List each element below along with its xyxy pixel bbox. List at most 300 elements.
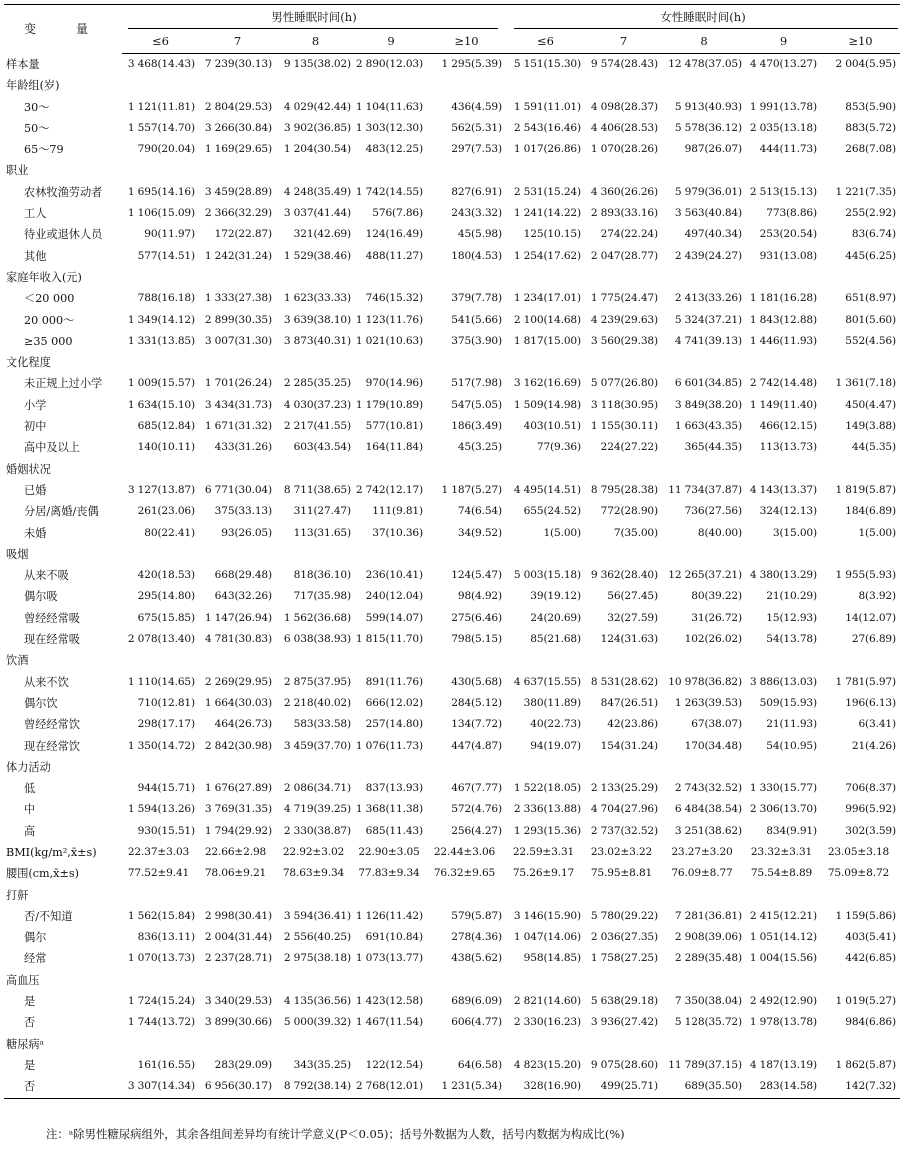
table-cell: 5 077(26.80) <box>590 377 658 390</box>
table-cell: 2 218(40.02) <box>283 696 351 709</box>
table-cell: 375(33.13) <box>214 505 272 518</box>
table-cell: 2 237(28.71) <box>204 952 272 965</box>
table-row <box>4 714 900 735</box>
table-cell <box>355 757 427 778</box>
table-cell: 2 804(29.53) <box>204 100 272 113</box>
table-cell <box>585 544 662 565</box>
table-cell <box>662 544 746 565</box>
table-cell: 124(5.47) <box>451 569 502 582</box>
table-cell: 9 075(28.60) <box>590 1058 658 1071</box>
table-cell: 1 073(13.77) <box>355 952 423 965</box>
table-cell: 11 789(37.15) <box>668 1058 742 1071</box>
table-cell <box>585 970 662 991</box>
table-cell: 2 975(38.18) <box>283 952 351 965</box>
table-cell: 75.95±8.81 <box>590 867 653 880</box>
table-cell: 83(6.74) <box>851 228 896 241</box>
table-cell: 4 135(36.56) <box>283 995 351 1008</box>
table-cell: 1 724(15.24) <box>127 995 195 1008</box>
table-cell: 1 350(14.72) <box>127 739 195 752</box>
row-variable-label: 婚姻状况 <box>6 462 51 476</box>
table-cell <box>276 267 355 288</box>
table-cell: 4 470(13.27) <box>749 58 817 70</box>
table-cell: 302(3.59) <box>845 824 896 837</box>
table-cell: 375(3.90) <box>451 334 502 347</box>
row-variable-label: 体力活动 <box>6 760 51 774</box>
table-cell <box>746 267 821 288</box>
table-cell: 1 594(13.26) <box>127 803 195 816</box>
row-category-label: 从来不吸 <box>24 569 69 583</box>
table-cell <box>585 75 662 96</box>
table-cell <box>122 267 199 288</box>
male-7-header: 7 <box>199 29 276 54</box>
table-cell: 2 742(14.48) <box>749 377 817 390</box>
table-cell: 2 890(12.03) <box>355 58 423 70</box>
table-row <box>4 246 900 267</box>
table-cell: 4 719(39.25) <box>283 803 351 816</box>
table-cell <box>427 160 506 181</box>
table-cell: 685(11.43) <box>365 824 423 837</box>
table-cell: 77(9.36) <box>536 441 581 454</box>
table-cell <box>821 160 900 181</box>
table-cell: 80(39.22) <box>691 590 742 603</box>
table-cell: 958(14.85) <box>523 952 581 965</box>
table-cell: 12 265(37.21) <box>668 569 742 582</box>
table-cell <box>355 75 427 96</box>
table-cell: 1 522(18.05) <box>513 782 581 795</box>
row-category-label: 未婚 <box>24 526 47 540</box>
table-cell: 801(5.60) <box>845 313 896 326</box>
table-cell: 45(5.98) <box>457 228 502 241</box>
table-cell: 2 330(16.23) <box>513 1016 581 1029</box>
table-row <box>4 586 900 607</box>
table-cell <box>199 970 276 991</box>
table-cell: 970(14.96) <box>365 377 423 390</box>
table-cell <box>506 650 585 671</box>
table-cell <box>122 885 199 906</box>
table-cell: 9 574(28.43) <box>590 58 658 70</box>
table-cell: 1 467(11.54) <box>355 1016 423 1029</box>
table-row <box>4 842 900 863</box>
table-cell: 172(22.87) <box>214 228 272 241</box>
table-cell: 321(42.69) <box>293 228 351 241</box>
table-cell: 2 842(30.98) <box>204 739 272 752</box>
table-cell: 3 127(13.87) <box>127 483 195 496</box>
table-cell: 3 639(38.10) <box>283 313 351 326</box>
table-cell: 1 815(11.70) <box>355 633 423 646</box>
table-cell: 23.32±3.31 <box>750 845 813 858</box>
table-cell: 1 149(11.40) <box>749 398 817 411</box>
table-cell: 4 741(39.13) <box>674 334 742 347</box>
table-cell: 1 955(5.93) <box>835 569 896 582</box>
table-cell: 34(9.52) <box>457 526 502 539</box>
table-cell <box>746 160 821 181</box>
table-cell <box>427 544 506 565</box>
table-cell: 124(31.63) <box>600 633 658 646</box>
table-cell: 4 098(28.37) <box>590 100 658 113</box>
table-row <box>4 523 900 544</box>
table-cell: 1 775(24.47) <box>590 292 658 305</box>
table-cell: 3 468(14.43) <box>127 58 195 70</box>
table-cell: 467(7.77) <box>451 782 502 795</box>
table-cell: 2 556(40.25) <box>283 931 351 944</box>
table-cell <box>746 885 821 906</box>
table-cell: 2 133(25.29) <box>590 782 658 795</box>
table-cell: 1 004(15.56) <box>749 952 817 965</box>
table-cell: 1 126(11.42) <box>355 909 423 922</box>
table-cell: 39(19.12) <box>530 590 581 603</box>
table-cell: 1 221(7.35) <box>835 185 896 198</box>
table-cell: 3(15.00) <box>772 526 817 539</box>
table-cell <box>662 267 746 288</box>
table-cell <box>506 544 585 565</box>
row-category-label: 现在经常吸 <box>24 633 80 647</box>
row-category-label: 未正规上过小学 <box>24 377 103 391</box>
table-cell: 122(12.54) <box>365 1058 423 1071</box>
table-cell: 788(16.18) <box>137 292 195 305</box>
table-cell: 1 978(13.78) <box>749 1016 817 1029</box>
table-cell: 606(4.77) <box>451 1016 502 1029</box>
row-category-label: ≥35 000 <box>24 334 73 348</box>
table-cell: 297(7.53) <box>451 143 502 156</box>
row-category-label: 否 <box>4 1076 122 1098</box>
table-cell <box>746 75 821 96</box>
table-cell: 22.44±3.06 <box>433 845 496 858</box>
table-cell: 3 340(29.53) <box>204 995 272 1008</box>
table-cell: 67(38.07) <box>691 718 742 731</box>
male-9-header: 9 <box>355 29 427 54</box>
table-cell: 278(4.36) <box>451 931 502 944</box>
table-cell: 15(12.93) <box>766 611 817 624</box>
sleep-duration-table <box>4 4 900 1099</box>
table-cell: 438(5.62) <box>451 952 502 965</box>
table-footnote: 注：ᵃ除男性糖尿病组外，其余各组间差异均有统计学意义(P＜0.05)；括号外数据为人数，括号内数据为构成比(%) <box>46 1127 625 1141</box>
table-cell <box>662 75 746 96</box>
table-cell: 931(13.08) <box>759 249 817 262</box>
table-cell: 22.92±3.02 <box>282 845 345 858</box>
table-cell: 599(14.07) <box>365 611 423 624</box>
table-cell: 689(35.50) <box>662 1076 746 1098</box>
table-cell <box>276 459 355 480</box>
table-cell: 24(20.69) <box>530 611 581 624</box>
table-cell: 2 285(35.25) <box>283 377 351 390</box>
table-cell <box>355 650 427 671</box>
table-cell: 1 204(30.54) <box>283 143 351 156</box>
table-cell: 3 037(41.44) <box>283 207 351 220</box>
row-variable-label: 饮酒 <box>6 654 29 668</box>
table-cell: 113(31.65) <box>293 526 351 539</box>
table-row <box>4 75 900 96</box>
table-row <box>4 650 900 671</box>
table-row <box>4 310 900 331</box>
female-9-header: 9 <box>746 29 821 54</box>
table-cell <box>746 544 821 565</box>
row-variable-label: 年龄组(岁) <box>6 79 60 93</box>
table-cell <box>821 459 900 480</box>
table-cell: 798(5.15) <box>451 633 502 646</box>
table-cell: 1 254(17.62) <box>513 249 581 262</box>
table-row <box>4 139 900 160</box>
table-cell: 5 128(35.72) <box>674 1016 742 1029</box>
table-cell <box>355 544 427 565</box>
table-cell: 984(6.86) <box>845 1016 896 1029</box>
table-cell: 2 893(33.16) <box>590 207 658 220</box>
table-cell: 64(6.58) <box>457 1058 502 1071</box>
table-cell: 2 047(28.77) <box>590 249 658 262</box>
row-category-label: 偶尔饮 <box>24 696 58 710</box>
table-cell: 37(10.36) <box>372 526 423 539</box>
table-cell: 4 406(28.53) <box>590 121 658 134</box>
table-row <box>4 501 900 522</box>
table-cell: 3 594(36.41) <box>283 909 351 922</box>
table-cell: 1 187(5.27) <box>441 483 502 496</box>
table-cell: 1 701(26.24) <box>204 377 272 390</box>
table-cell: 552(4.56) <box>845 334 896 347</box>
table-cell <box>506 757 585 778</box>
table-cell: 180(4.53) <box>451 249 502 262</box>
table-cell: 1 231(5.34) <box>427 1076 506 1098</box>
table-cell: 4 248(35.49) <box>283 185 351 198</box>
table-cell: 1 017(26.86) <box>513 143 581 156</box>
table-cell: 1 557(14.70) <box>127 121 195 134</box>
table-cell: 7(35.00) <box>613 526 658 539</box>
table-cell: 572(4.76) <box>451 803 502 816</box>
table-cell: 1 021(10.63) <box>355 334 423 347</box>
table-row <box>4 373 900 394</box>
table-cell: 102(26.02) <box>684 633 742 646</box>
table-cell: 5 151(15.30) <box>513 58 581 70</box>
table-cell: 124(16.49) <box>365 228 423 241</box>
table-cell: 4 029(42.44) <box>283 100 351 113</box>
table-cell: 3 434(31.73) <box>204 398 272 411</box>
table-cell: 2 100(14.68) <box>513 313 581 326</box>
table-cell: 257(14.80) <box>365 718 423 731</box>
male-8-header: 8 <box>276 29 355 54</box>
table-cell: 4 239(29.63) <box>590 313 658 326</box>
table-cell <box>122 352 199 373</box>
table-cell: 5 003(15.18) <box>513 569 581 582</box>
row-category-label: 曾经经常饮 <box>24 718 80 732</box>
table-cell <box>199 650 276 671</box>
table-row <box>4 331 900 352</box>
row-variable-label: 打鼾 <box>6 888 29 902</box>
table-cell: 1 817(15.00) <box>513 334 581 347</box>
table-cell: 1 019(5.27) <box>835 995 896 1008</box>
table-cell: 3 459(37.70) <box>283 739 351 752</box>
table-cell: 1 009(15.57) <box>127 377 195 390</box>
table-cell <box>122 160 199 181</box>
table-cell: 3 266(30.84) <box>204 121 272 134</box>
table-cell: 298(17.17) <box>137 718 195 731</box>
table-cell <box>276 544 355 565</box>
table-cell: 2 366(32.29) <box>204 207 272 220</box>
table-cell: 2 078(13.40) <box>127 633 195 646</box>
table-cell: 236(10.41) <box>365 569 423 582</box>
table-cell: 4 637(15.55) <box>513 675 581 688</box>
table-cell: 836(13.11) <box>137 931 195 944</box>
table-cell <box>122 1034 199 1055</box>
table-cell: 1 051(14.12) <box>749 931 817 944</box>
row-category-label: 已婚 <box>24 483 47 497</box>
female-ge10-header: ≥10 <box>821 29 900 54</box>
table-cell <box>662 459 746 480</box>
table-cell: 442(6.85) <box>845 952 896 965</box>
table-cell: 4 704(27.96) <box>590 803 658 816</box>
table-cell: 1 293(15.36) <box>513 824 581 837</box>
table-cell: 2 306(13.70) <box>749 803 817 816</box>
table-cell <box>199 160 276 181</box>
table-cell <box>355 160 427 181</box>
table-cell: 93(26.05) <box>221 526 272 539</box>
table-cell: 8 792(38.14) <box>276 1076 355 1098</box>
table-cell: 1 181(16.28) <box>749 292 817 305</box>
table-cell <box>427 757 506 778</box>
table-cell <box>199 1034 276 1055</box>
table-cell <box>585 650 662 671</box>
table-cell: 1 671(31.32) <box>204 420 272 433</box>
table-cell: 111(9.81) <box>372 505 423 518</box>
table-row <box>4 1034 900 1055</box>
table-cell: 773(8.86) <box>766 207 817 220</box>
table-row <box>4 736 900 757</box>
table-cell <box>276 885 355 906</box>
table-cell: 1 758(27.25) <box>590 952 658 965</box>
male-ge10-header: ≥10 <box>427 29 506 54</box>
table-cell: 1 349(14.12) <box>127 313 195 326</box>
table-cell: 3 251(38.62) <box>674 824 742 837</box>
table-cell: 11 734(37.87) <box>668 483 742 496</box>
table-row <box>4 437 900 458</box>
table-cell: 8 531(28.62) <box>590 675 658 688</box>
table-cell: 184(6.89) <box>845 505 896 518</box>
table-cell: 77.52±9.41 <box>127 867 190 880</box>
table-body <box>4 54 900 1099</box>
table-cell: 5 000(39.32) <box>283 1016 351 1029</box>
table-cell: 256(4.27) <box>451 824 502 837</box>
table-row <box>4 203 900 224</box>
table-cell: 134(7.72) <box>451 718 502 731</box>
row-category-label: 现在经常饮 <box>24 739 80 753</box>
table-cell <box>662 352 746 373</box>
table-cell <box>585 885 662 906</box>
table-cell: 853(5.90) <box>845 100 896 113</box>
table-cell: 85(21.68) <box>530 633 581 646</box>
table-cell <box>276 757 355 778</box>
table-cell: 274(22.24) <box>600 228 658 241</box>
table-cell <box>427 352 506 373</box>
table-cell: 1 781(5.97) <box>835 675 896 688</box>
table-cell: 54(13.78) <box>766 633 817 646</box>
table-cell: 77.83±9.34 <box>358 867 420 880</box>
row-category-label: ＜20 000 <box>24 292 75 306</box>
table-cell: 1 147(26.94) <box>204 611 272 624</box>
row-category-label: 65～79 <box>24 143 64 157</box>
table-cell <box>199 267 276 288</box>
table-cell: 1 663(43.35) <box>674 420 742 433</box>
table-row <box>4 1076 900 1098</box>
table-cell: 311(27.47) <box>293 505 351 518</box>
table-cell: 2 004(31.44) <box>204 931 272 944</box>
table-cell: 1(5.00) <box>543 526 581 539</box>
table-cell: 2 737(32.52) <box>590 824 658 837</box>
table-cell: 1 106(15.09) <box>127 207 195 220</box>
table-cell: 94(19.07) <box>530 739 581 752</box>
table-row <box>4 1055 900 1076</box>
table-cell: 883(5.72) <box>845 121 896 134</box>
table-cell: 403(10.51) <box>523 420 581 433</box>
table-cell <box>355 459 427 480</box>
row-variable-label: 职业 <box>6 164 29 178</box>
table-cell: 170(34.48) <box>684 739 742 752</box>
table-cell <box>276 75 355 96</box>
table-cell: 562(5.31) <box>451 121 502 134</box>
table-cell: 164(11.84) <box>365 441 423 454</box>
table-row <box>4 906 900 927</box>
table-cell <box>662 757 746 778</box>
table-row <box>4 672 900 693</box>
row-category-label: 高 <box>24 824 36 838</box>
table-cell: 2 875(37.95) <box>283 675 351 688</box>
row-variable-label: 文化程度 <box>6 356 51 370</box>
table-cell: 261(23.06) <box>137 505 195 518</box>
table-cell: 1(5.00) <box>858 526 896 539</box>
table-cell: 7 350(38.04) <box>674 995 742 1008</box>
table-cell: 2 330(38.87) <box>283 824 351 837</box>
table-cell <box>355 1034 427 1055</box>
table-cell: 12 478(37.05) <box>668 58 742 70</box>
table-cell: 6(3.41) <box>858 718 896 731</box>
row-variable-label: 腰围(cm,x̄±s) <box>6 867 79 881</box>
table-cell: 4 360(26.26) <box>590 185 658 198</box>
table-cell: 1 070(28.26) <box>590 143 658 156</box>
table-cell <box>276 1034 355 1055</box>
row-category-label: 农林牧渔劳动者 <box>24 185 103 199</box>
table-cell: 2 998(30.41) <box>204 909 272 922</box>
table-cell: 45(3.25) <box>457 441 502 454</box>
table-cell: 5 780(29.22) <box>590 909 658 922</box>
table-row <box>4 97 900 118</box>
table-row <box>4 395 900 416</box>
table-cell: 517(7.98) <box>451 377 502 390</box>
table-cell: 1 423(12.58) <box>355 995 423 1008</box>
table-cell: 80(22.41) <box>144 526 195 539</box>
table-cell: 1 104(11.63) <box>355 100 423 113</box>
table-cell: 23.05±3.18 <box>827 845 890 858</box>
table-cell: 14(12.07) <box>845 611 896 624</box>
table-cell: 996(5.92) <box>845 803 896 816</box>
table-row <box>4 821 900 842</box>
table-cell <box>585 352 662 373</box>
table-cell <box>821 352 900 373</box>
table-cell: 253(20.54) <box>759 228 817 241</box>
table-cell: 450(4.47) <box>845 398 896 411</box>
table-cell: 1 169(29.65) <box>204 143 272 156</box>
table-cell: 1 179(10.89) <box>355 398 423 411</box>
table-cell: 21(4.26) <box>851 739 896 752</box>
table-cell: 21(10.29) <box>766 590 817 603</box>
table-cell: 2 821(14.60) <box>513 995 581 1008</box>
table-cell <box>585 160 662 181</box>
row-category-label: 工人 <box>24 207 47 221</box>
table-cell: 577(14.51) <box>137 249 195 262</box>
table-cell: 1 509(14.98) <box>513 398 581 411</box>
table-cell: 499(25.71) <box>585 1076 662 1098</box>
table-cell: 891(11.76) <box>365 675 423 688</box>
table-cell: 44(5.35) <box>851 441 896 454</box>
table-cell <box>821 650 900 671</box>
table-row <box>4 544 900 565</box>
table-cell: 9 362(28.40) <box>590 569 658 582</box>
table-cell <box>355 267 427 288</box>
